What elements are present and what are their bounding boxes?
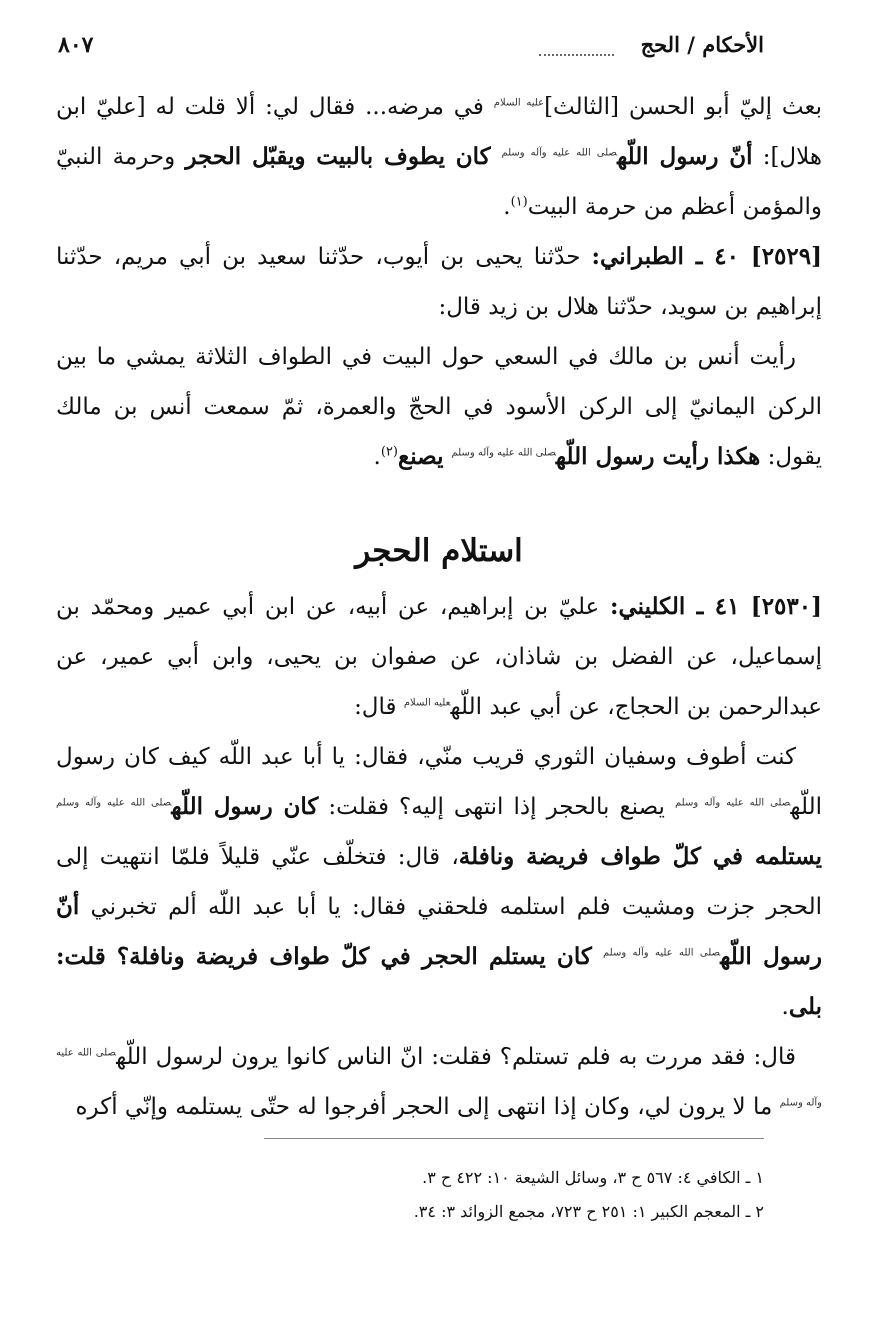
page-header	[58, 32, 764, 66]
honorific-mark: صلى الله عليه وآله وسلم	[56, 797, 172, 809]
honorific-mark: صلى الله عليه وآله وسلم	[501, 147, 618, 159]
honorific-mark: عليه السلام	[493, 97, 545, 109]
hadith-continuation: بعث إليّ أبو الحسن [الثالث]$^{عليه السلام}$ في مرضه... فقال لي: ألا قلت له [عليّ ابن هلال]: أنّ رسول اللّه$^{صلى الله عليه وآله وسلم}$ كان يطوف بالبيت ويقبّل الحجر وحرمة النبيّ والمؤمن أعظم من حرمة البيت$^{(١)}$.	[56, 94, 822, 220]
footnote-ref: (٢)	[380, 444, 398, 460]
hadith-2530-text-1: كنت أطوف وسفيان الثوري قريب منّي، فقال: يا أبا عبد اللّه كيف كان رسول اللّه$^{صلى الله عليه وآله وسلم}$ يصنع بالحجر إذا انتهى إليه؟ فقلت: كان رسول اللّه$^{صلى الله عليه وآله وسلم}$ يستلمه في كلّ طواف فريضة ونافلة، قال: فتخلّف عنّي قليلاً فلمّا انتهيت إلى الحجر جزت ومشيت فلم استلمه فلحقني فقال: يا أبا عبد اللّه ألم تخبرني أنّ رسول اللّه$^{صلى الله عليه وآله وسلم}$ كان يستلم الحجر في كلّ طواف فريضة ونافلة؟ قلت: بلى.	[56, 744, 823, 1020]
hadith-number: [٢٥٣٠] ٤١ ـ الكليني:	[609, 593, 823, 620]
footnote-ref: (١)	[510, 194, 528, 210]
hadith-2530-text-2: قال: فقد مررت به فلم تستلم؟ فقلت: انّ الناس كانوا يرون لرسول اللّه$^{صلى الله عليه وآله وسلم}$ ما لا يرون لي، وكان إذا انتهى إلى الحجر أفرجوا له حتّى يستلمه وإنّي أكره	[56, 1044, 822, 1120]
honorific-mark: صلى الله عليه وآله وسلم	[603, 947, 721, 959]
honorific-mark: عليه السلام	[403, 697, 451, 709]
honorific-mark: صلى الله عليه وآله وسلم	[675, 797, 791, 809]
footnote-divider	[264, 1138, 764, 1139]
hadith-2529-chain: [٢٥٢٩] ٤٠ ـ الطبراني: حدّثنا يحيى بن أيوب، حدّثنا سعيد بن أبي مريم، حدّثنا إبراهيم بن سويد، حدّثنا هلال بن زيد قال:	[56, 243, 823, 320]
honorific-mark: صلى الله عليه وآله وسلم	[451, 447, 556, 459]
header-dot-leader	[539, 54, 614, 56]
hadith-2529-text: رأيت أنس بن مالك في السعي حول البيت في الطواف الثلاثة يمشي ما بين الركن اليمانيّ إلى الركن الأسود في الحجّ والعمرة، ثمّ سمعت أنس بن مالك يقول: هكذا رأيت رسول اللّه$^{صلى الله عليه وآله وسلم}$ يصنع$^{(٢)}$.	[56, 344, 822, 470]
footnotes	[56, 1138, 764, 1229]
footnote: ٢ ـ المعجم الكبير ١: ٢٥١ ح ٧٢٣، مجمع الزوائد ٣: ٣٤.	[413, 1202, 764, 1221]
running-title: الأحكام / الحج	[640, 32, 764, 57]
hadith-2530-chain: [٢٥٣٠] ٤١ ـ الكليني: عليّ بن إبراهيم، عن أبيه، عن ابن أبي عمير ومحمّد بن إسماعيل، عن الفضل بن شاذان، عن صفوان بن يحيى، وابن أبي عمير، عن عبدالرحمن بن الحجاج، عن أبي عبد اللّه$^{عليه السلام}$ قال:	[56, 593, 823, 720]
main-text	[56, 82, 822, 1132]
page-number: ٨٠٧	[58, 32, 94, 58]
hadith-number: [٢٥٢٩] ٤٠ ـ الطبراني:	[591, 243, 823, 270]
honorific-mark: صلى الله عليه وآله وسلم	[56, 1047, 822, 1109]
section-title: استلام الحجر	[355, 533, 523, 569]
footnote: ١ ـ الكافي ٤: ٥٦٧ ح ٣، وسائل الشيعة ١٠: ٤٢٢ ح ٣.	[422, 1168, 764, 1187]
